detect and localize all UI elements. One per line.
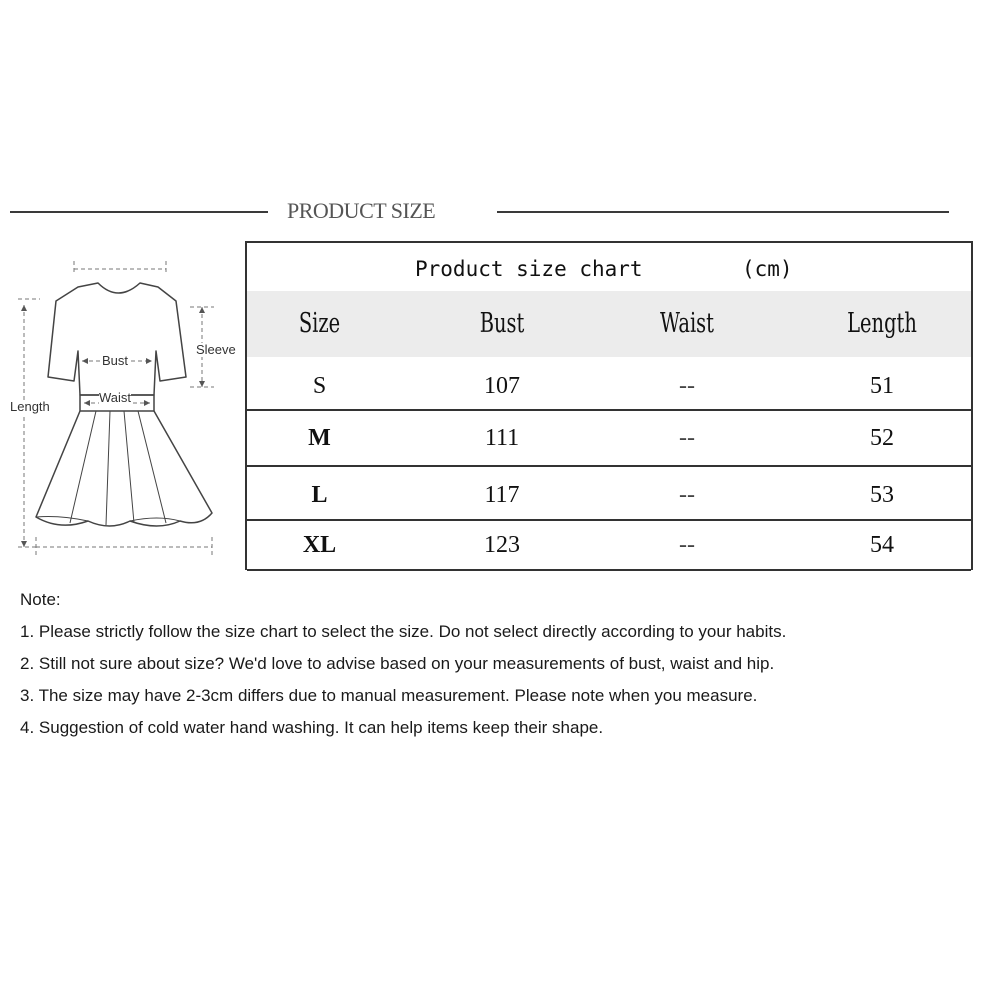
size-cell: M — [308, 425, 331, 451]
bust-cell: 123 — [484, 532, 520, 558]
notes-title: Note: — [20, 590, 61, 609]
header-rule-left — [10, 211, 268, 213]
length-label: Length — [10, 399, 50, 414]
note-item: 3. The size may have 2-3cm differs due to manual measurement. Please note when you measure. — [20, 686, 758, 705]
waist-label: Waist — [99, 390, 132, 405]
length-cell: 51 — [870, 373, 894, 399]
table-caption-title: Product size chart — [415, 257, 643, 281]
note-item: 2. Still not sure about size? We'd love to advise based on your measurements of bust, waist and hip. — [20, 654, 775, 673]
row-divider — [247, 465, 971, 467]
waist-cell: -- — [679, 373, 695, 399]
note-item: 4. Suggestion of cold water hand washing. It can help items keep their shape. — [20, 718, 604, 737]
header-rule-right — [497, 211, 949, 213]
bust-cell: 107 — [484, 373, 520, 399]
column-header-length: Length — [847, 308, 917, 339]
row-divider — [247, 409, 971, 411]
bust-cell: 117 — [484, 482, 520, 508]
sleeve-label: Sleeve — [196, 342, 236, 357]
table-caption-unit: (cm) — [742, 257, 793, 281]
waist-cell: -- — [679, 532, 695, 558]
notes-section — [20, 590, 1000, 744]
column-header-size: Size — [298, 308, 341, 339]
table-header-row — [247, 291, 971, 357]
column-header-bust: Bust — [479, 308, 525, 339]
size-cell: S — [312, 373, 327, 399]
note-item: 1. Please strictly follow the size chart to select the size. Do not select directly according to your habits. — [20, 622, 787, 641]
size-cell: L — [311, 482, 328, 508]
row-divider — [247, 569, 971, 571]
page-title: PRODUCT SIZE — [287, 198, 436, 223]
size-chart-table — [245, 241, 973, 570]
waist-cell: -- — [679, 425, 695, 451]
table-row — [247, 413, 971, 463]
bust-label: Bust — [102, 353, 129, 368]
dress-measurement-diagram — [0, 255, 250, 565]
table-row — [247, 470, 971, 520]
table-row — [247, 520, 971, 570]
length-cell: 52 — [870, 425, 894, 451]
bust-cell: 111 — [484, 425, 520, 451]
length-cell: 53 — [870, 482, 894, 508]
column-header-waist: Waist — [660, 308, 714, 339]
table-row — [247, 361, 971, 411]
length-cell: 54 — [870, 532, 894, 558]
size-cell: XL — [302, 532, 337, 558]
waist-cell: -- — [679, 482, 695, 508]
